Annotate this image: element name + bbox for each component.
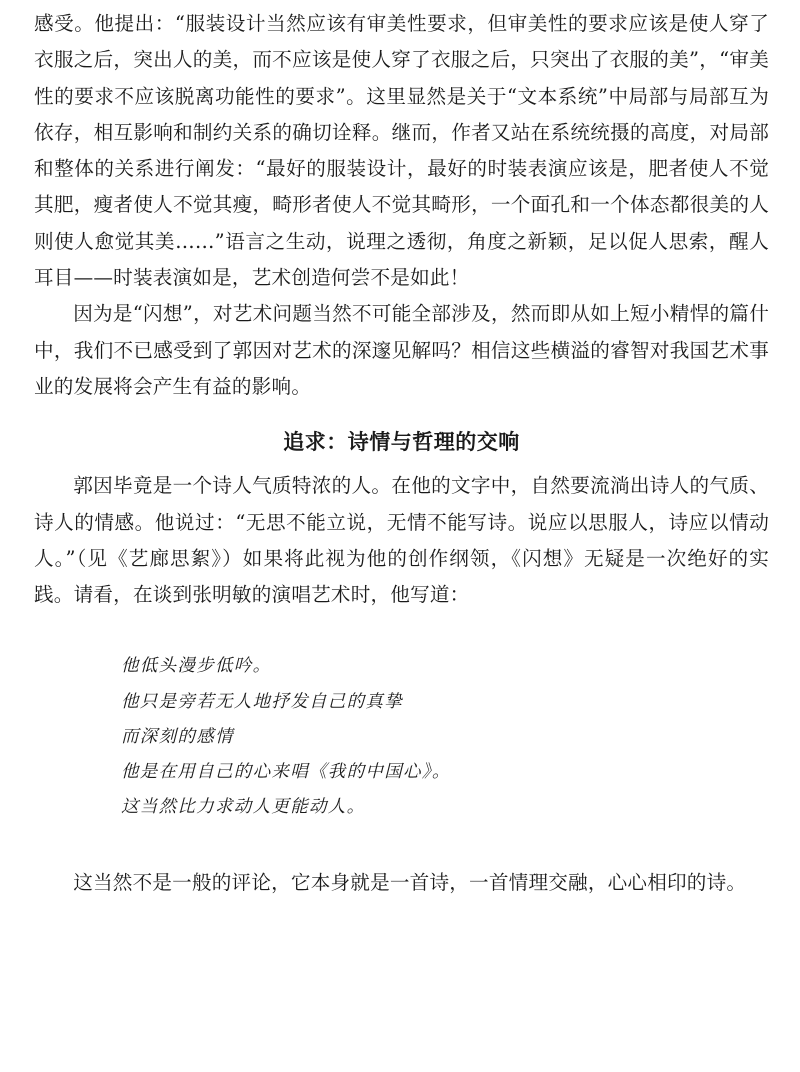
poem-line: 这当然比力求动人更能动人。 [121,797,366,818]
poem-line: 而深刻的感情 [121,726,234,747]
poem-line: 他是在用自己的心来唱《我的中国心》。 [121,762,451,783]
poem-line: 他只是旁若无人地抒发自己的真挚 [121,691,403,712]
section-heading: 追求：诗情与哲理的交响 [283,430,520,455]
body-paragraph: 这当然不是一般的评论，它本身就是一首诗，一首情理交融，心心相印的诗。 [73,871,747,895]
body-paragraph: 郭因毕竟是一个诗人气质特浓的人。在他的文字中，自然要流淌出诗人的气质、诗人的情感。他说过：“无思不能立说，无情不能写诗。说应以思服人，诗应以情动人。”（见《艺廊思絮》）如果将此视为他的创作纲领，《闪想》无疑是一次绝好的实践。请看，在谈到张明敏的演唱艺术时，他写道： [34,474,769,607]
body-paragraph: 感受。他提出：“服装设计当然应该有审美性要求，但审美性的要求应该是使人穿了衣服之后，突出人的美，而不应该是使人穿了衣服之后，只突出了衣服的美”，“审美性的要求不应该脱离功能性的要求”。这里显然是关于“文本系统”中局部与局部互为依存，相互影响和制约关系的确切诠释。继而，作者又站在系统统摄的高度，对局部和整体的关系进行阐发：“最好的服装设计，最好的时装表演应该是，肥者使人不觉其肥，瘦者使人不觉其瘦，畸形者使人不觉其畸形，一个面孔和一个体态都很美的人则使人愈觉其美……”语言之生动，说理之透彻，角度之新颖，足以促人思索，醒人耳目——时装表演如是，艺术创造何尝不是如此！ [34,12,769,290]
poem-quote [34,613,769,861]
document-page [34,6,769,902]
poem-line: 他低头漫步低吟。 [121,656,272,677]
body-paragraph: 因为是“闪想”，对艺术问题当然不可能全部涉及，然而即从如上短小精悍的篇什中，我们不已感受到了郭因对艺术的深邃见解吗？相信这些横溢的睿智对我国艺术事业的发展将会产生有益的影响。 [34,302,769,398]
